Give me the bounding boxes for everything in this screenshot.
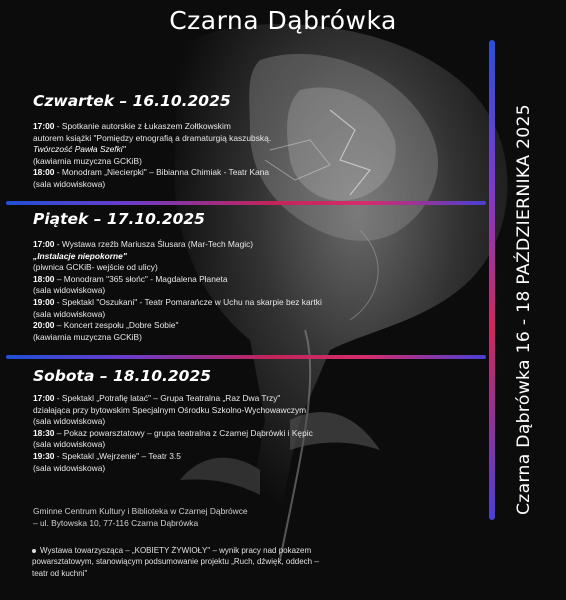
event-line: „Instalacje niepokorne"	[33, 250, 127, 261]
event-place: (sala widowiskowa)	[33, 285, 106, 296]
saturday-events	[33, 393, 383, 474]
bullet-icon	[32, 549, 36, 553]
organizer-name: Gminne Centrum Kultury i Biblioteka w Czarnej Dąbrówce	[33, 506, 248, 516]
day-heading-saturday: Sobota – 18.10.2025	[33, 367, 212, 385]
poster-title: Czarna Dąbrówka	[169, 6, 397, 35]
day-divider	[6, 355, 486, 359]
event-place: (kawiarnia muzyczna GCKiB)	[33, 331, 142, 342]
day-heading-thursday: Czwartek – 16.10.2025	[33, 92, 231, 110]
event-line: działająca przy bytowskim Specjalnym Ośrodku Szkolno-Wychowawczym	[33, 404, 307, 415]
exhibition-text: Wystawa towarzysząca – „KOBIETY ŻYWIOŁY" – wynik pracy nad pokazem powarsztatowym, stanowiącym podsumowanie projektu „Ruch, dźwięk, oddech – teatr od kuchni"	[32, 546, 319, 578]
event-place: (piwnica GCKiB- wejście od ulicy)	[33, 262, 158, 273]
event-place: (sala widowiskowa)	[33, 416, 106, 427]
vertical-accent-bar	[489, 40, 495, 520]
event-line: 18:30 – Pokaz powarsztatowy – grupa teatralna z Czarnej Dąbrówki i Kępic	[33, 427, 313, 438]
event-line: 19:00 - Spektakl "Oszukani" - Teatr Pomarańcze w Uchu na skarpie bez kartki	[33, 296, 322, 307]
event-line: Twórczość Pawła Szefki"	[33, 144, 126, 155]
event-place: (sala widowiskowa)	[33, 462, 106, 473]
event-line: 20:00 – Koncert zespołu „Dobre Sobie"	[33, 320, 179, 331]
event-line: 19:30 - Spektakl „Wejrzenie" – Teatr 3.5	[33, 450, 181, 461]
event-place: (sala widowiskowa)	[33, 178, 106, 189]
day-heading-friday: Piątek – 17.10.2025	[33, 210, 205, 228]
organizer-address	[33, 505, 333, 529]
thursday-events	[33, 121, 383, 191]
exhibition-note	[32, 545, 322, 579]
event-line: autorem książki "Pomiędzy etnografią a dramaturgią kaszubską.	[33, 132, 272, 143]
organizer-street: – ul. Bytowska 10, 77-116 Czarna Dąbrówka	[33, 518, 199, 528]
friday-events	[33, 239, 383, 343]
event-line: 18:00 - Monodram „Niecierpki" – Bibianna Chimiak - Teatr Kana	[33, 167, 270, 178]
event-line: 17:00 - Spektakl „Potrafię latać" – Grupa Teatralna „Raz Dwa Trzy"	[33, 393, 281, 403]
event-place: (sala widowiskowa)	[33, 308, 106, 319]
event-line: 17:00 - Wystawa rzeźb Mariusza Ślusara (Mar-Tech Magic)	[33, 239, 254, 249]
event-place: (sala widowiskowa)	[33, 439, 106, 450]
day-divider	[6, 201, 486, 205]
event-place: (kawiarnia muzyczna GCKiB)	[33, 155, 142, 166]
event-line: 17:00 - Spotkanie autorskie z Łukaszem Zołtkowskim	[33, 121, 231, 131]
vertical-date-banner: Czarna Dąbrówka 16 - 18 PAŹDZIERNIKA 2025	[514, 104, 534, 515]
event-line: 18:00 – Monodram "365 słońc" - Magdalena Płaneta	[33, 273, 228, 284]
